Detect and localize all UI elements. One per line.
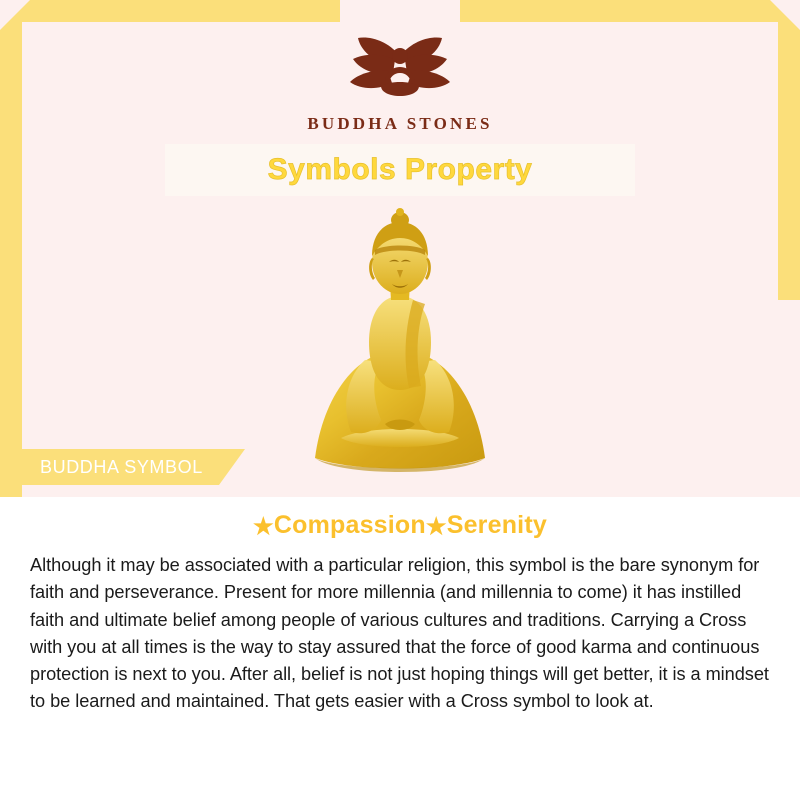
star-icon-right: ★ <box>425 513 447 539</box>
symbol-tag-tail <box>219 449 245 485</box>
star-icon-left: ★ <box>253 513 274 539</box>
brand-name: BUDDHA STONES <box>307 114 493 133</box>
headline-word-one: Compassion <box>273 511 426 539</box>
page-title: Symbols Property <box>267 153 533 186</box>
frame-top-right-bar <box>460 0 800 22</box>
description-panel <box>0 497 800 800</box>
headline <box>30 511 770 540</box>
title-band <box>165 144 635 196</box>
symbol-tag <box>22 449 245 485</box>
lotus-meditation-icon <box>0 26 800 108</box>
buddha-statue-icon <box>285 200 515 495</box>
frame-top-left-bar <box>0 0 340 22</box>
symbol-tag-body <box>22 449 219 485</box>
body-paragraph: Although it may be associated with a particular religion, this symbol is the bare synonym for faith and perseverance. Present for more millennia (and millennia to come) it has instilled faith and ultimate belief among people of various cultures and traditions. Carrying a Cross with you at all times is the way to stay assured that the force of good karma and continuous protection is next to you. After all, belief is not just hoping things will get better, it is a mindset to be learned and maintained. That gets easier with a Cross symbol to look at. <box>30 555 769 712</box>
hero-image <box>0 200 800 490</box>
symbol-tag-label: BUDDHA SYMBOL <box>40 456 203 477</box>
headline-word-two: Serenity <box>446 511 547 539</box>
brand-block <box>0 26 800 134</box>
